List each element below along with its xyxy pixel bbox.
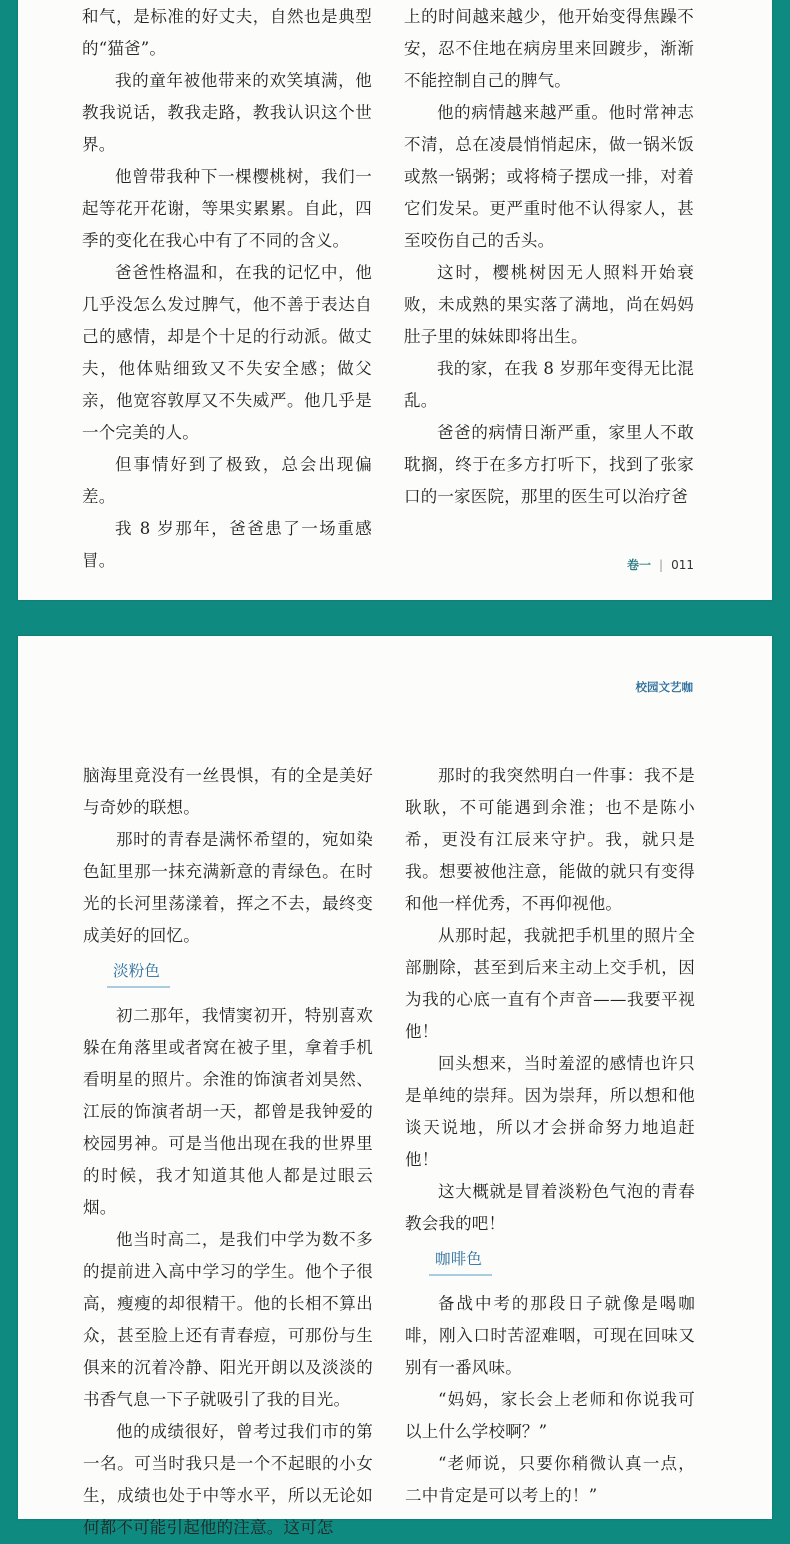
footer-separator: | (659, 558, 664, 572)
paragraph: 回头想来，当时羞涩的感情也许只是单纯的崇拜。因为崇拜，所以想和他谈天说地，所以才会拼命努力地追赶他！ (405, 1054, 695, 1169)
paragraph: 他的病情越来越严重。他时常神志不清，总在凌晨悄悄起床，做一锅米饭或熬一锅粥；或将椅子摆成一排，对着它们发呆。更严重时他不认得家人，甚至咬伤自己的舌头。 (404, 103, 694, 250)
paragraph: 那时的青春是满怀希望的，宛如染色缸里那一抹充满新意的青绿色。在时光的长河里荡漾着，挥之不去，最终变成美好的回忆。 (83, 830, 373, 945)
paragraph: 这时，樱桃树因无人照料开始衰败，未成熟的果实落了满地，尚在妈妈肚子里的妹妹即将出生。 (404, 263, 694, 346)
paragraph: 初二那年，我情窦初开，特别喜欢躲在角落里或者窝在被子里，拿着手机看明星的照片。余淮的饰演者刘昊然、江辰的饰演者胡一天，都曾是我钟爱的校园男神。可是当他出现在我的世界里的时候，我才知道其他人都是过眼云烟。 (83, 1006, 373, 1217)
book-page-next (18, 636, 772, 1537)
page1-left-column (82, 1, 372, 577)
paragraph: 他曾带我种下一棵樱桃树，我们一起等花开花谢，等果实累累。自此，四季的变化在我心中有了不同的含义。 (82, 167, 372, 250)
paragraph: 但事情好到了极致，总会出现偏差。 (82, 455, 372, 506)
paragraph: 我的童年被他带来的欢笑填满，他教我说话，教我走路，教我认识这个世界。 (82, 71, 372, 154)
page1-right-column (404, 1, 694, 513)
paragraph: “老师说，只要你稍微认真一点，二中肯定是可以考上的！” (405, 1454, 695, 1505)
page2-right-column (405, 760, 695, 1512)
chapter-label: 卷一 (627, 558, 652, 572)
paragraph: 那时的我突然明白一件事：我不是耿耿，不可能遇到余淮；也不是陈小希，更没有江辰来守护。我，就只是我。想要被他注意，能做的就只有变得和他一样优秀，不再仰视他。 (405, 766, 695, 913)
paragraph: 爸爸性格温和，在我的记忆中，他几乎没怎么发过脾气，他不善于表达自己的感情，却是个十足的行动派。做丈夫，他体贴细致又不失安全感；做父亲，他宽容敦厚又不失威严。他几乎是一个完美的人。 (82, 263, 372, 442)
paragraph: 我的家，在我 8 岁那年变得无比混乱。 (404, 359, 694, 410)
paragraph: 他的成绩很好，曾考过我们市的第一名。可当时我只是一个不起眼的小女生，成绩也处于中等水平，所以无论如何都不可能引起他的注意。这可怎 (83, 1422, 373, 1537)
paragraph: 上的时间越来越少，他开始变得焦躁不安，忍不住地在病房里来回踱步，渐渐不能控制自己的脾气。 (404, 7, 694, 90)
section-heading: 淡粉色 (107, 956, 170, 988)
paragraph: 脑海里竟没有一丝畏惧，有的全是美好与奇妙的联想。 (83, 766, 373, 817)
page2-left-column (83, 760, 373, 1544)
paragraph: 备战中考的那段日子就像是喝咖啡，刚入口时苦涩难咽，可现在回味又别有一番风味。 (405, 1294, 695, 1377)
paragraph: 他当时高二，是我们中学为数不多的提前进入高中学习的学生。他个子很高，瘦瘦的却很精干。他的长相不算出众，甚至脸上还有青春痘，可那份与生俱来的沉着冷静、阳光开朗以及淡淡的书香气息一下子就吸引了我的目光。 (83, 1230, 373, 1409)
paragraph: 和气，是标准的好丈夫，自然也是典型的“猫爸”。 (82, 7, 372, 58)
running-header: 校园文艺咖 (635, 680, 693, 694)
page-footer (627, 556, 694, 573)
section-heading: 咖啡色 (429, 1244, 492, 1276)
page-number: 011 (671, 558, 694, 572)
paragraph: 爸爸的病情日渐严重，家里人不敢耽搁，终于在多方打听下，找到了张家口的一家医院，那里的医生可以治疗爸 (404, 423, 694, 506)
book-page-011 (18, 0, 772, 600)
paragraph: “妈妈，家长会上老师和你说我可以上什么学校啊？” (405, 1390, 695, 1441)
paragraph: 这大概就是冒着淡粉色气泡的青春教会我的吧！ (405, 1182, 695, 1233)
paragraph: 从那时起，我就把手机里的照片全部删除，甚至到后来主动上交手机，因为我的心底一直有个声音——我要平视他！ (405, 926, 695, 1041)
paragraph: 我 8 岁那年，爸爸患了一场重感冒。 (82, 519, 372, 570)
